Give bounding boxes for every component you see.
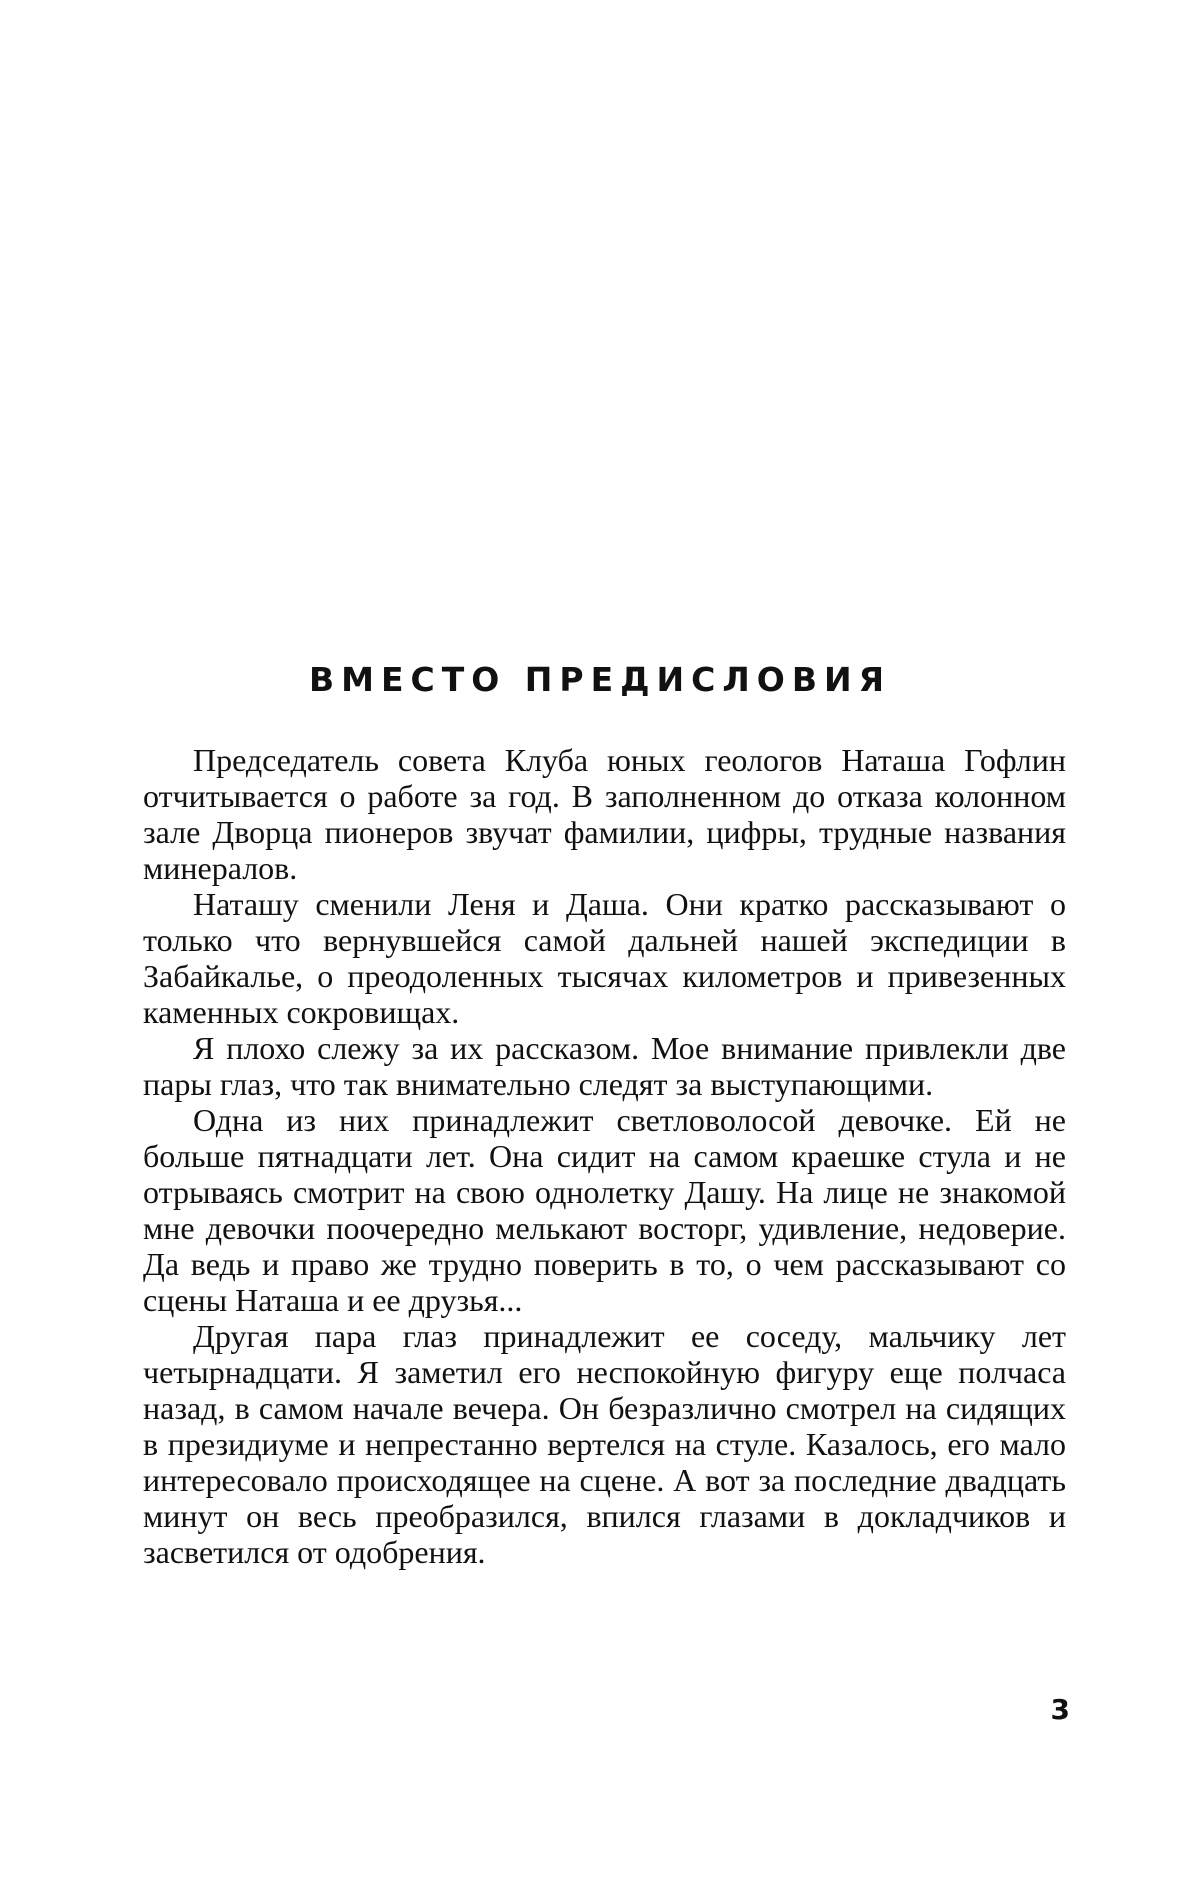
- body-text: [143, 742, 1066, 1570]
- chapter-title: ВМЕСТО ПРЕДИСЛОВИЯ: [0, 660, 1200, 699]
- page-number: 3: [1040, 1693, 1070, 1726]
- paragraph-2: Наташу сменили Леня и Даша. Они кратко расска­зывают о только что вернувшейся самой дальней нашей экспедиции в Забайкалье, о преодоленных тысячах кило­метров и привезенных каменных сокровищах.: [143, 886, 1066, 1030]
- paragraph-1: Председатель совета Клуба юных геологов Наташа Гофлин отчитывается о работе за год. В заполненном до отказа колонном зале Дворца пионеров звучат фамилии, цифры, трудные названия минералов.: [143, 742, 1066, 886]
- paragraph-5: Другая пара глаз принадлежит ее соседу, мальчику лет четырнадцати. Я заметил его неспокойную фигуру еще полчаса назад, в самом начале вечера. Он безраз­лично смотрел на сидящих в президиуме и непрестанно вертелся на стуле. Казалось, его мало интересовало про­исходящее на сцене. А вот за последние двадцать минут он весь преобразился, впился глазами в докладчиков и засветился от одобрения.: [143, 1318, 1066, 1570]
- paragraph-4: Одна из них принадлежит светловолосой девочке. Ей не больше пятнадцати лет. Она сидит на самом краешке стула и не отрываясь смотрит на свою однолет­ку Дашу. На лице не знакомой мне девочки поочередно мелькают восторг, удивление, недоверие. Да ведь и пра­во же трудно поверить в то, о чем рассказывают со сцены Наташа и ее друзья...: [143, 1102, 1066, 1318]
- book-page: [0, 0, 1200, 1880]
- paragraph-3: Я плохо слежу за их рассказом. Мое внимание при­влекли две пары глаз, что так внимательно следят за выступающими.: [143, 1030, 1066, 1102]
